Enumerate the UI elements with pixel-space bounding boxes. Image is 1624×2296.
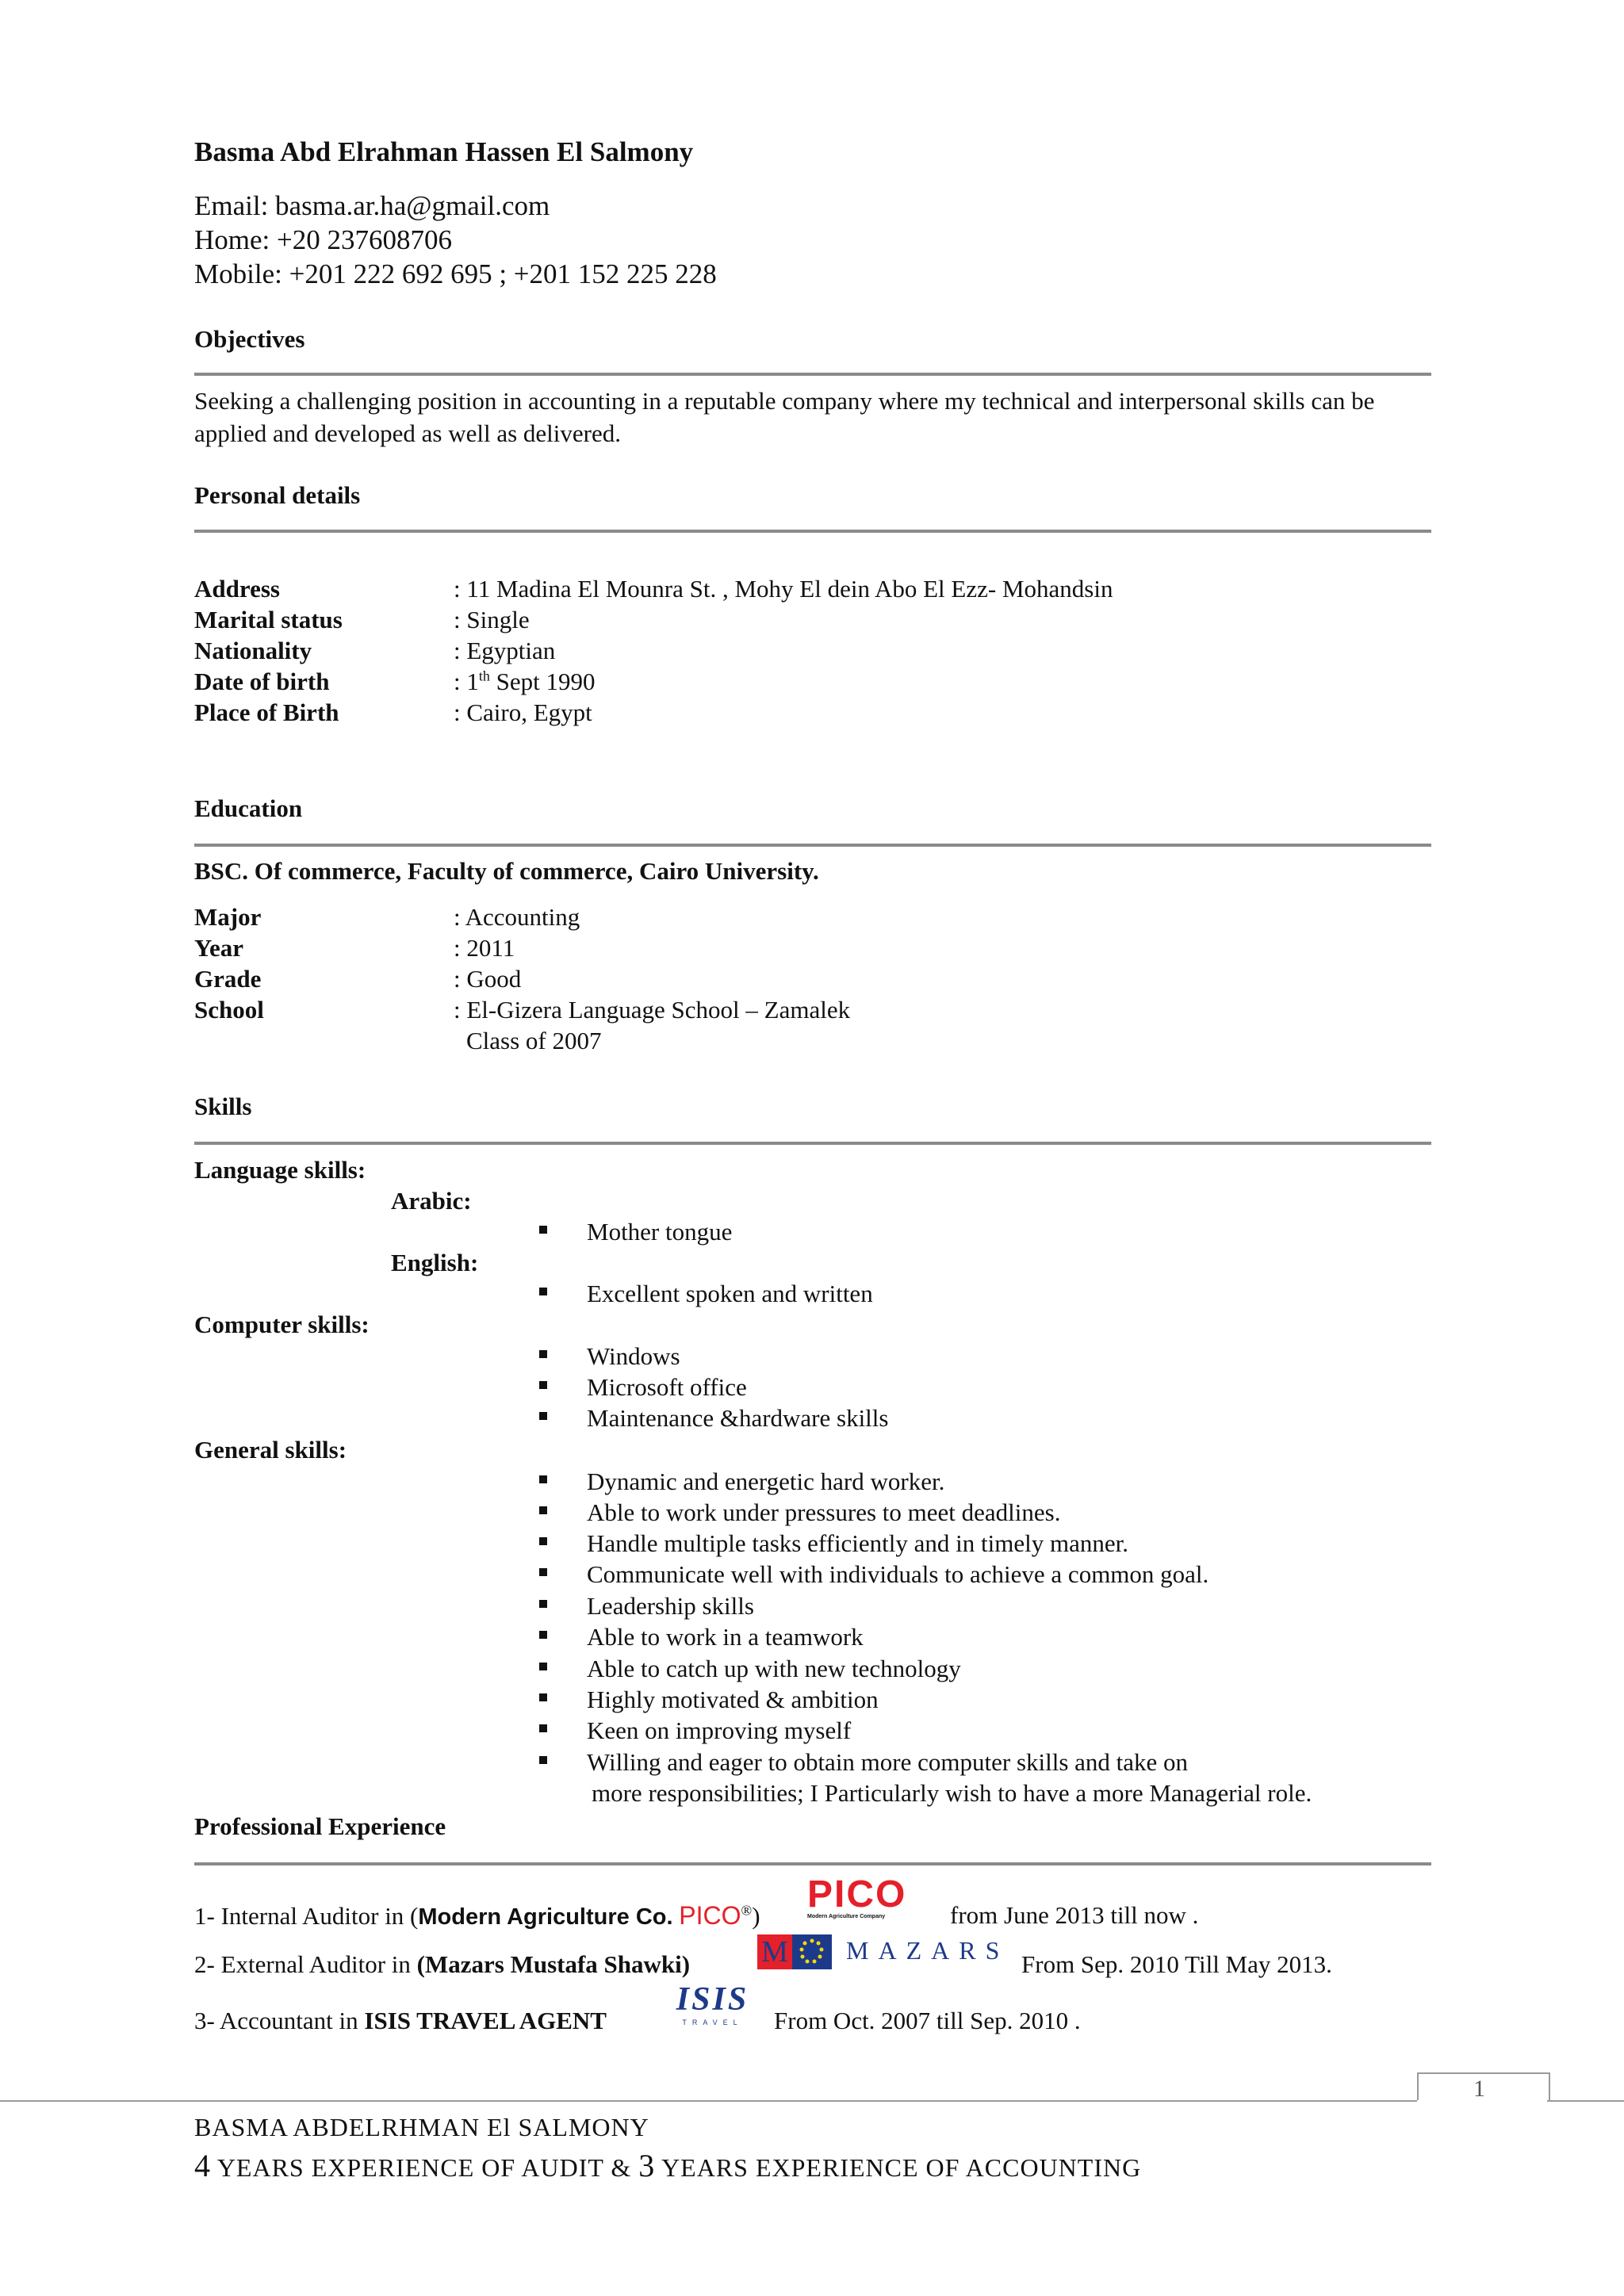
marital-status-label: Marital status xyxy=(194,606,343,633)
place-of-birth-value: : Cairo, Egypt xyxy=(454,698,592,726)
personal-details-heading: Personal details xyxy=(194,481,361,509)
experience-item-1 xyxy=(194,1901,760,1931)
pico-logo-subtitle: Modern Agriculture Company xyxy=(807,1914,886,1919)
dob-day: : 1 xyxy=(454,668,479,695)
major-label: Major xyxy=(194,903,262,931)
square-bullet-icon xyxy=(539,1412,547,1420)
list-item: Communicate well with individuals to achieve a common goal. xyxy=(587,1560,1209,1588)
list-item: Keen on improving myself xyxy=(587,1716,852,1744)
list-item: Leadership skills xyxy=(587,1592,754,1620)
experience-item-2 xyxy=(194,1950,690,1979)
footer-experience-summary xyxy=(194,2147,1141,2184)
list-item-continuation: more responsibilities; I Particularly wish to have a more Managerial role. xyxy=(592,1779,1312,1807)
degree-title: BSC. Of commerce, Faculty of commerce, Cairo University. xyxy=(194,857,819,885)
company-name: Modern Agriculture Co. xyxy=(418,1904,673,1930)
experience-dates-2: From Sep. 2010 Till May 2013. xyxy=(1021,1950,1332,1978)
square-bullet-icon xyxy=(539,1663,547,1670)
skills-heading: Skills xyxy=(194,1093,252,1120)
grade-label: Grade xyxy=(194,965,262,993)
dob-rest: Sept 1990 xyxy=(489,668,596,695)
list-item: Microsoft office xyxy=(587,1373,747,1401)
square-bullet-icon xyxy=(539,1537,547,1545)
experience-prefix: 3- Accountant in xyxy=(194,2007,365,2034)
brand-name: PICO xyxy=(679,1901,741,1930)
square-bullet-icon xyxy=(539,1631,547,1639)
page-number: 1 xyxy=(1473,2076,1485,2102)
square-bullet-icon xyxy=(539,1506,547,1514)
list-item: Dynamic and energetic hard worker. xyxy=(587,1468,945,1495)
place-of-birth-label: Place of Birth xyxy=(194,698,339,726)
list-item: Willing and eager to obtain more computer skills and take on xyxy=(587,1748,1189,1776)
square-bullet-icon xyxy=(539,1600,547,1608)
square-bullet-icon xyxy=(539,1288,547,1295)
list-item: Highly motivated & ambition xyxy=(587,1686,879,1713)
footer-rule-right xyxy=(1547,2100,1624,2102)
education-divider xyxy=(194,844,1431,847)
candidate-name: Basma Abd Elrahman Hassen El Salmony xyxy=(194,136,694,167)
education-heading: Education xyxy=(194,794,303,822)
eu-stars-icon xyxy=(792,1934,832,1969)
pico-logo-text: PICO xyxy=(807,1873,907,1915)
experience-divider xyxy=(194,1862,1431,1866)
company-name: (Mazars Mustafa Shawki) xyxy=(416,1950,691,1978)
list-item: Handle multiple tasks efficiently and in timely manner. xyxy=(587,1529,1128,1557)
personal-details-divider xyxy=(194,530,1431,533)
dob-ordinal: th xyxy=(478,668,490,684)
nationality-label: Nationality xyxy=(194,637,312,664)
list-item: Able to work in a teamwork xyxy=(587,1623,864,1651)
experience-prefix: 1- Internal Auditor in ( xyxy=(194,1902,419,1930)
address-label: Address xyxy=(194,575,280,603)
audit-years: 4 xyxy=(194,2148,211,2183)
experience-item-3 xyxy=(194,2007,607,2035)
accounting-years: 3 xyxy=(638,2148,656,2183)
english-label: English: xyxy=(391,1249,479,1276)
square-bullet-icon xyxy=(539,1756,547,1764)
square-bullet-icon xyxy=(539,1724,547,1732)
school-value: : El-Gizera Language School – Zamalek xyxy=(454,996,851,1024)
list-item: Mother tongue xyxy=(587,1218,733,1246)
list-item: Able to work under pressures to meet deadlines. xyxy=(587,1498,1061,1526)
experience-dates-1: from June 2013 till now . xyxy=(950,1901,1199,1929)
square-bullet-icon xyxy=(539,1350,547,1358)
mobile-phone-line: Mobile: +201 222 692 695 ; +201 152 225 228 xyxy=(194,258,717,289)
list-item: Able to catch up with new technology xyxy=(587,1655,961,1682)
footer-name: BASMA ABDELRHMAN El SALMONY xyxy=(194,2113,649,2141)
list-item: Maintenance &hardware skills xyxy=(587,1404,889,1432)
objectives-text: Seeking a challenging position in accounting in a reputable company where my technical and interpersonal skills can be applied and developed as well as delivered. xyxy=(194,387,1375,447)
address-value: : 11 Madina El Mounra St. , Mohy El dein Abo El Ezz- Mohandsin xyxy=(454,575,1113,603)
mazars-m-icon: M xyxy=(757,1934,792,1969)
company-name: ISIS TRAVEL AGENT xyxy=(364,2007,607,2034)
mazars-logo-text: MAZARS xyxy=(846,1936,1009,1965)
registered-mark: ® xyxy=(741,1902,753,1919)
grade-value: : Good xyxy=(454,965,522,993)
general-skills-label: General skills: xyxy=(194,1436,347,1464)
mazars-logo xyxy=(757,1934,1019,1971)
isis-logo xyxy=(671,1981,754,2031)
accounting-text: YEARS EXPERIENCE OF ACCOUNTING xyxy=(655,2153,1142,2182)
year-value: : 2011 xyxy=(454,934,515,962)
home-phone-line: Home: +20 237608706 xyxy=(194,224,452,255)
language-skills-label: Language skills: xyxy=(194,1156,366,1184)
date-of-birth-value xyxy=(454,668,596,696)
skills-divider xyxy=(194,1142,1431,1145)
school-class: Class of 2007 xyxy=(466,1027,602,1054)
square-bullet-icon xyxy=(539,1226,547,1234)
square-bullet-icon xyxy=(539,1381,547,1389)
objectives-heading: Objectives xyxy=(194,325,305,353)
list-item: Excellent spoken and written xyxy=(587,1280,873,1307)
audit-text: YEARS EXPERIENCE OF AUDIT & xyxy=(211,2153,639,2182)
square-bullet-icon xyxy=(539,1568,547,1576)
isis-logo-subtitle: TRAVEL xyxy=(682,2019,743,2026)
date-of-birth-label: Date of birth xyxy=(194,668,330,695)
nationality-value: : Egyptian xyxy=(454,637,556,664)
email-line: Email: basma.ar.ha@gmail.com xyxy=(194,190,550,221)
experience-heading: Professional Experience xyxy=(194,1812,446,1840)
footer-rule xyxy=(0,2100,1417,2102)
square-bullet-icon xyxy=(539,1475,547,1483)
list-item: Windows xyxy=(587,1342,680,1370)
year-label: Year xyxy=(194,934,243,962)
square-bullet-icon xyxy=(539,1693,547,1701)
pico-logo xyxy=(807,1873,940,1923)
experience-dates-3: From Oct. 2007 till Sep. 2010 . xyxy=(774,2007,1081,2034)
marital-status-value: : Single xyxy=(454,606,530,633)
experience-prefix: 2- External Auditor in xyxy=(194,1950,417,1978)
school-label: School xyxy=(194,996,264,1024)
major-value: : Accounting xyxy=(454,903,580,931)
close-paren: ) xyxy=(752,1902,760,1930)
arabic-label: Arabic: xyxy=(391,1187,472,1215)
computer-skills-label: Computer skills: xyxy=(194,1311,370,1338)
objectives-divider xyxy=(194,373,1431,376)
isis-logo-text: ISIS xyxy=(676,1981,749,2018)
